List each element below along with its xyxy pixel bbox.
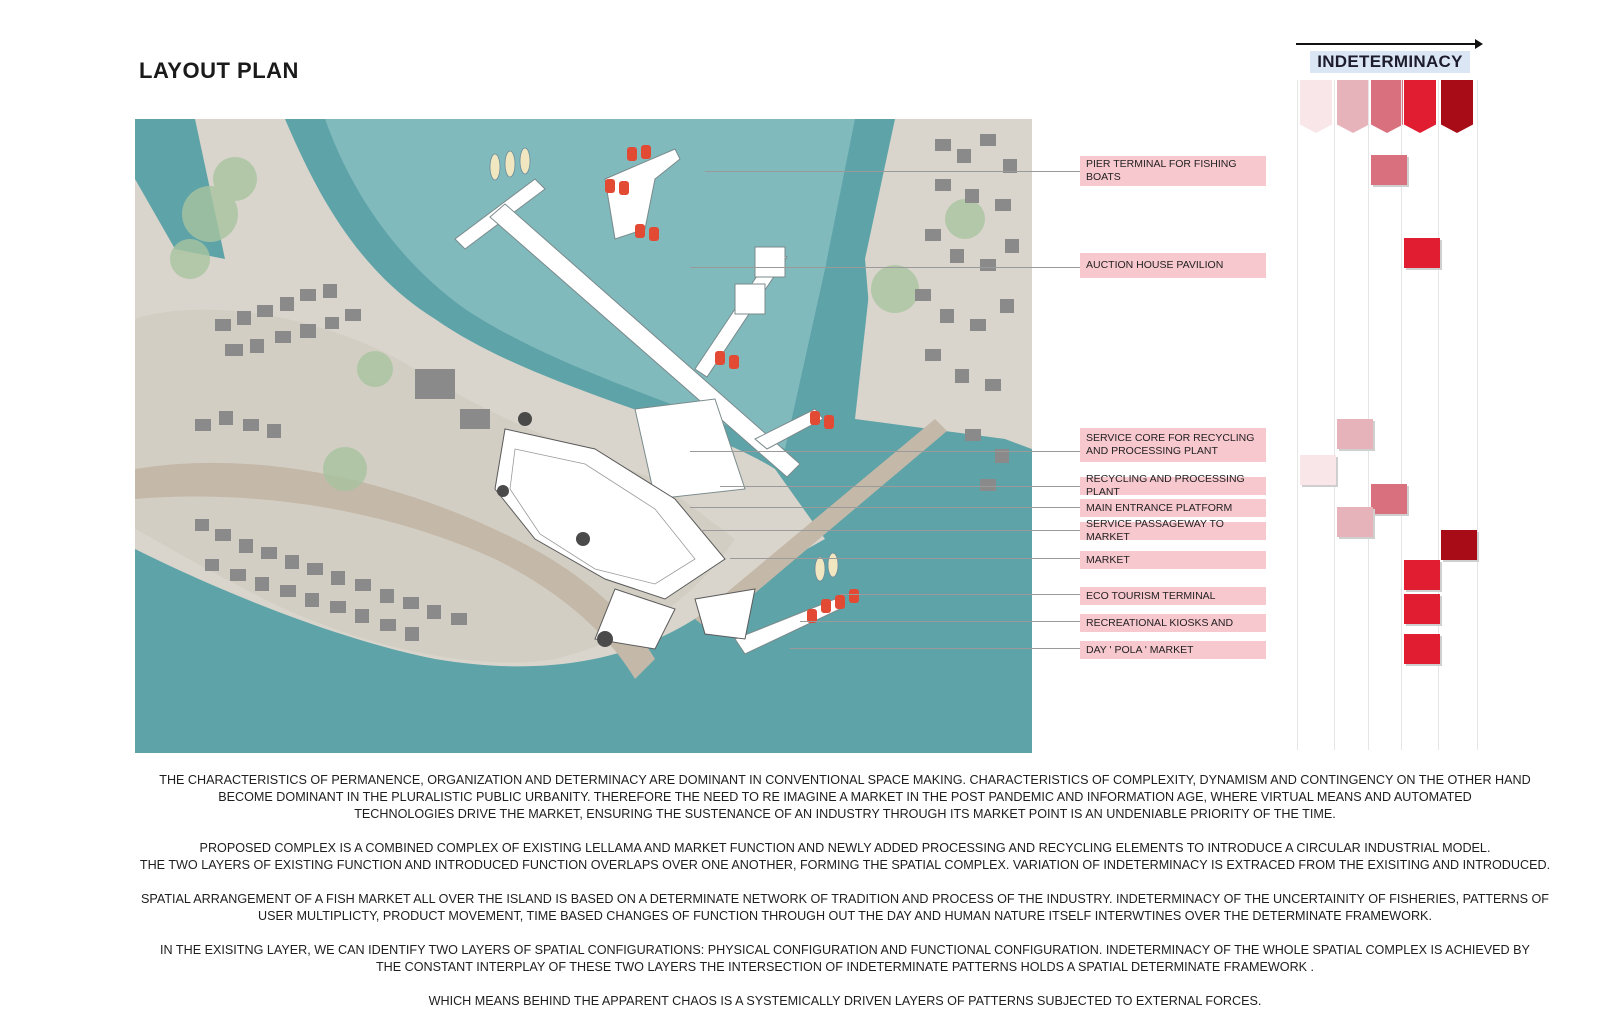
scale-cell	[1404, 594, 1440, 624]
leader-line	[790, 648, 1080, 649]
description-text	[135, 772, 1555, 1027]
legend-label: PIER TERMINAL FOR FISHING BOATS	[1080, 156, 1266, 186]
paragraph: WHICH MEANS BEHIND THE APPARENT CHAOS IS A SYSTEMICALLY DRIVEN LAYERS OF PATTERNS SUBJECTED TO EXTERNAL FORCES.	[428, 994, 1262, 1008]
indeterminacy-heading: INDETERMINACY	[1310, 51, 1470, 73]
scale-gridline	[1297, 80, 1298, 750]
paragraph: SPATIAL ARRANGEMENT OF A FISH MARKET ALL OVER THE ISLAND IS BASED ON A DETERMINATE NETWORK OF TRADITION AND PROCESS OF THE INDUSTRY. INDETERMINACY OF THE UNCERTAINITY OF FISHERIES, PATTERNS OF USER MULTIPLICTY, PRODUCT MOVEMENT, TIME BASED CHANGES OF FUNCTION THROUGH OUT THE DAY AND HUMAN NATURE ITSELF INTERWTINES OVER THE DETERMINATE FRAMEWORK.	[141, 892, 1549, 923]
leader-line	[700, 530, 1080, 531]
scale-level-chevron	[1404, 80, 1436, 133]
leader-line	[840, 594, 1080, 595]
legend-label: SERVICE CORE FOR RECYCLING AND PROCESSING PLANT	[1080, 428, 1266, 462]
scale-cell	[1371, 155, 1407, 185]
legend-label: MARKET	[1080, 551, 1266, 569]
legend-label: AUCTION HOUSE PAVILION	[1080, 253, 1266, 278]
leader-line	[690, 507, 1080, 508]
scale-cell	[1404, 634, 1440, 664]
scale-cell	[1371, 484, 1407, 514]
paragraph: THE CHARACTERISTICS OF PERMANENCE, ORGANIZATION AND DETERMINACY ARE DOMINANT IN CONVENTIONAL SPACE MAKING. CHARACTERISTICS OF COMPLEXITY, DYNAMISM AND CONTINGENCY ON THE OTHER HAND BECOME DOMINANT IN THE PLURALISTIC PUBLIC URBANITY. THEREFORE THE NEED TO RE IMAGINE A MARKET IN THE POST PANDEMIC AND INFORMATION AGE, WHERE VIRTUAL MEANS AND AUTOMATED TECHNOLOGIES DRIVE THE MARKET, ENSURING THE SUSTENANCE OF AN INDUSTRY THROUGH ITS MARKET POINT IS AN UNDENIABLE PRIORITY OF THE TIME.	[159, 773, 1531, 821]
site-plan-drawing	[135, 119, 1032, 753]
scale-cell	[1337, 419, 1373, 449]
scale-cell	[1404, 560, 1440, 590]
scale-gridline	[1477, 80, 1478, 750]
legend-label: DAY ' POLA ' MARKET	[1080, 641, 1266, 659]
scale-cell	[1441, 530, 1477, 560]
scale-gridline	[1334, 80, 1335, 750]
scale-gridline	[1368, 80, 1369, 750]
scale-cell	[1337, 507, 1373, 537]
scale-level-chevron	[1300, 80, 1332, 133]
legend-label: MAIN ENTRANCE PLATFORM	[1080, 499, 1266, 517]
leader-line	[720, 486, 1080, 487]
scale-cell	[1404, 238, 1440, 268]
scale-cell	[1300, 455, 1336, 485]
legend-label: ECO TOURISM TERMINAL	[1080, 587, 1266, 605]
page-title: LAYOUT PLAN	[139, 58, 299, 83]
paragraph: PROPOSED COMPLEX IS A COMBINED COMPLEX OF EXISTING LELLAMA AND MARKET FUNCTION AND NEWLY ADDED PROCESSING AND RECYCLING ELEMENTS TO INTRODUCE A CIRCULAR INDUSTRIAL MODEL. THE TWO LAYERS OF EXISTING FUNCTION AND INTRODUCED FUNCTION OVERLAPS OVER ONE ANOTHER, FORMING THE SPATIAL COMPLEX. VARIATION OF INDETERMINACY IS EXTRACED FROM THE EXISITING AND INTRODUCED.	[139, 841, 1551, 872]
leader-line	[690, 451, 1080, 452]
scale-level-chevron	[1371, 80, 1403, 133]
leader-line	[690, 267, 1080, 268]
leader-line	[800, 621, 1080, 622]
legend-label: RECREATIONAL KIOSKS AND	[1080, 614, 1266, 632]
leader-line	[705, 171, 1080, 172]
site-plan	[135, 119, 1032, 753]
legend-label: RECYCLING AND PROCESSING PLANT	[1080, 477, 1266, 495]
scale-level-chevron	[1337, 80, 1369, 133]
indeterminacy-arrow	[1296, 43, 1481, 45]
leader-line	[730, 558, 1080, 559]
scale-level-chevron	[1441, 80, 1473, 133]
legend-label: SERVICE PASSAGEWAY TO MARKET	[1080, 522, 1266, 540]
paragraph: IN THE EXISITNG LAYER, WE CAN IDENTIFY TWO LAYERS OF SPATIAL CONFIGURATIONS: PHYSICAL CONFIGURATION AND FUNCTIONAL CONFIGURATION. INDETERMINACY OF THE WHOLE SPATIAL COMPLEX IS ACHIEVED BY THE CONSTANT INTERPLAY OF THESE TWO LAYERS THE INTERSECTION OF INDETERMINATE PATTERNS HOLDS A SPATIAL DETERMINATE FRAMEWORK .	[160, 943, 1530, 974]
